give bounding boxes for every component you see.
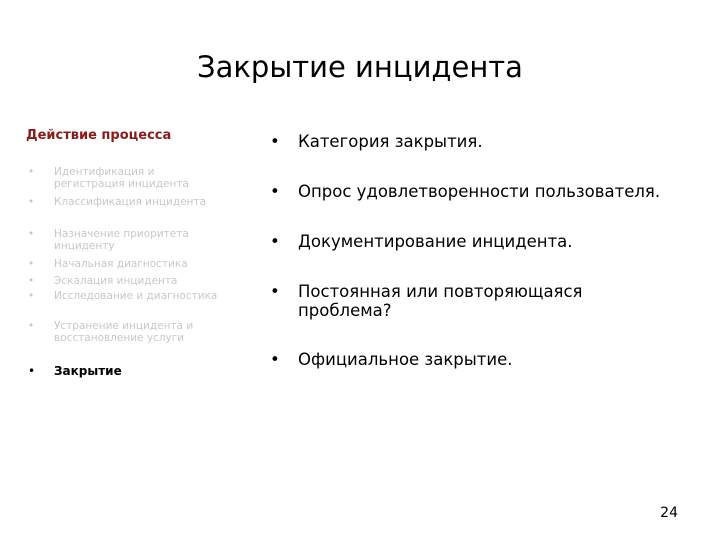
process-step	[28, 258, 228, 275]
process-step-label: Закрытие	[54, 364, 122, 378]
bullet-icon: •	[28, 166, 35, 178]
closure-point-text: Документирование инцидента.	[298, 232, 573, 251]
bullet-icon: •	[28, 228, 35, 240]
bullet-icon: •	[270, 232, 280, 251]
closure-point-text: Категория закрытия.	[298, 132, 483, 151]
process-step-label: Исследование и диагностика	[54, 290, 218, 302]
page-number: 24	[660, 505, 678, 521]
closure-point	[270, 350, 700, 369]
closure-point-text: Официальное закрытие.	[298, 350, 513, 369]
process-step-label: Идентификация и регистрация инцидента	[54, 166, 189, 190]
closure-point-text: Постоянная или повторяющаяся проблема?	[298, 282, 583, 320]
bullet-icon: •	[28, 364, 36, 378]
closure-point-text: Опрос удовлетворенности пользователя.	[298, 182, 661, 201]
process-step	[28, 320, 228, 364]
process-step	[28, 275, 228, 290]
bullet-icon: •	[28, 275, 35, 287]
process-step-current	[28, 364, 228, 378]
process-step-label: Устранение инцидента и восстановление услуги	[54, 320, 194, 344]
process-step	[28, 166, 228, 196]
bullet-icon: •	[270, 182, 280, 201]
closure-point	[270, 232, 700, 251]
process-step-label: Эскалация инцидента	[54, 275, 178, 287]
process-step-label: Классификация инцидента	[54, 196, 206, 208]
process-step-label: Назначение приоритета инциденту	[54, 228, 189, 252]
process-steps-list	[28, 166, 228, 378]
bullet-icon: •	[28, 290, 35, 302]
closure-point	[270, 132, 700, 151]
closure-point	[270, 282, 610, 320]
process-steps-heading: Действие процесса	[26, 128, 172, 143]
bullet-icon: •	[28, 196, 35, 208]
bullet-icon: •	[28, 320, 35, 332]
process-step	[28, 290, 228, 320]
bullet-icon: •	[270, 282, 280, 301]
bullet-icon: •	[28, 258, 35, 270]
process-step	[28, 228, 228, 258]
bullet-icon: •	[270, 132, 280, 151]
process-step	[28, 196, 228, 228]
closure-point	[270, 182, 700, 201]
process-step-label: Начальная диагностика	[54, 258, 188, 270]
slide-title: Закрытие инцидента	[197, 50, 523, 84]
bullet-icon: •	[270, 350, 280, 369]
